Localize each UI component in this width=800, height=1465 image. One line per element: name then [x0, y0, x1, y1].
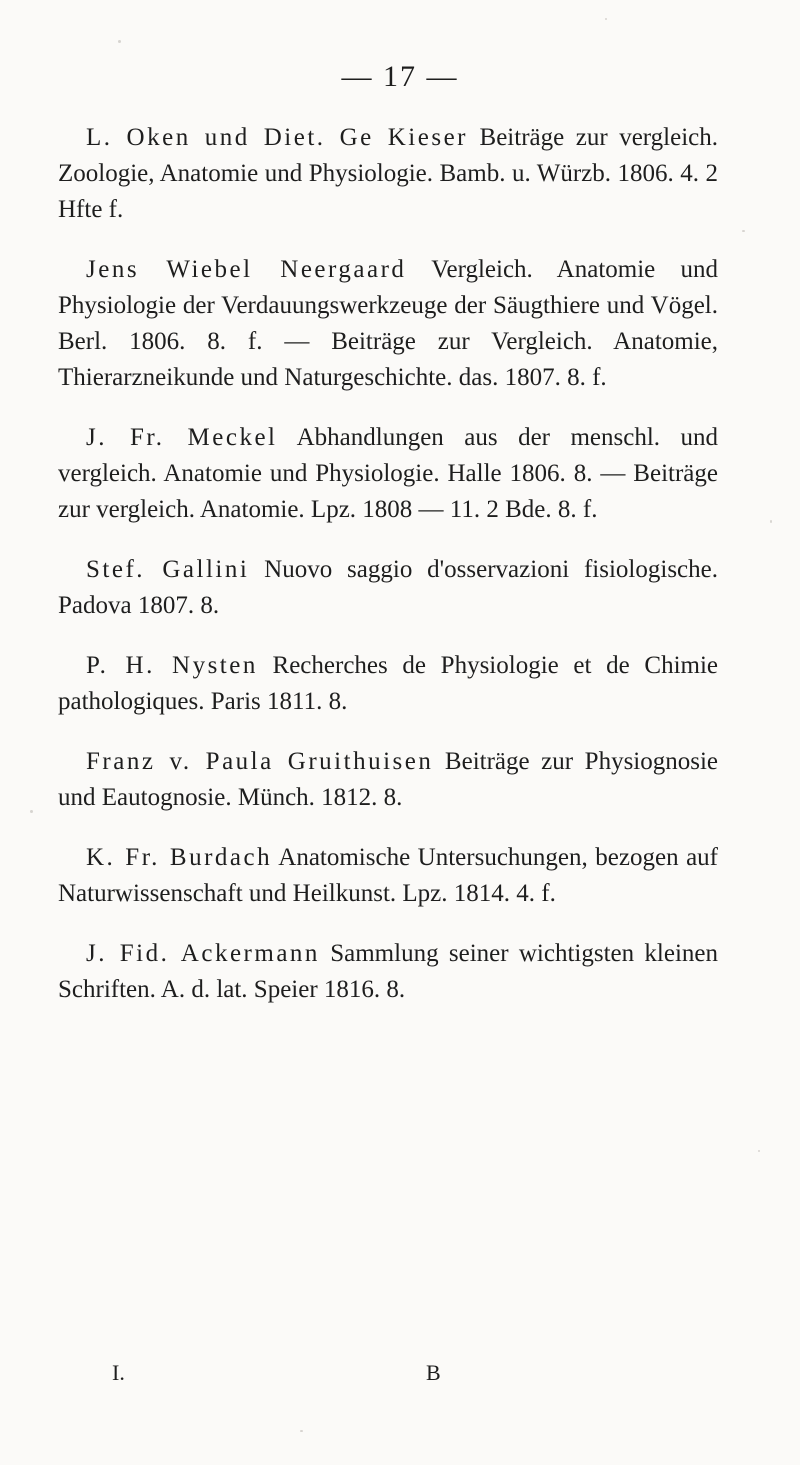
page-footer — [0, 1360, 800, 1400]
bibliography-entry — [58, 840, 718, 912]
bibliography-entry — [58, 252, 718, 396]
entry-author: P. H. Nysten — [86, 652, 258, 679]
paper-speck — [300, 1430, 303, 1432]
entry-text: Beiträge zur vergleich. Zoologie, Anatomie und Physiologie. Bamb. u. Würzb. 1806. 4. 2 Hfte f. — [58, 124, 718, 223]
entry-text: Beiträge zur Physiognosie und Eautognosie. Münch. 1812. 8. — [58, 748, 719, 811]
entry-text: Sammlung seiner wichtigsten kleinen Schriften. A. d. lat. Speier 1816. 8. — [58, 940, 719, 1003]
entry-text: Nuovo saggio d'osservazioni fisiologische. Padova 1807. 8. — [58, 556, 718, 619]
entry-author: L. Oken und Diet. Ge Kieser — [86, 124, 468, 151]
bibliography-entry — [58, 936, 718, 1008]
entry-author: K. Fr. Burdach — [86, 844, 273, 871]
paper-speck — [758, 1150, 760, 1152]
entry-author: Jens Wiebel Neergaard — [86, 256, 407, 283]
paper-speck — [605, 18, 607, 20]
paper-speck — [742, 230, 745, 232]
entry-author: Franz v. Paula Gruithuisen — [86, 748, 434, 775]
entry-text: Abhandlungen aus der menschl. und vergleich. Anatomie und Physiologie. Halle 1806. 8. — Beiträge zur vergleich. Anatomie. Lpz. 1808 — 11. 2 Bde. 8. f. — [58, 424, 719, 523]
bibliography-entry — [58, 648, 718, 720]
signature-mark: B — [426, 1360, 441, 1385]
paper-speck — [118, 40, 121, 43]
entry-author: Stef. Gallini — [86, 556, 250, 583]
page-number: — 17 — — [341, 60, 459, 93]
entry-author: J. Fr. Meckel — [86, 424, 278, 451]
bibliography-entry — [58, 744, 718, 816]
volume-mark: I. — [112, 1360, 125, 1385]
bibliography-list — [58, 120, 718, 1032]
entry-author: J. Fid. Ackermann — [86, 940, 320, 967]
paper-speck — [30, 810, 33, 813]
entry-text: Recherches de Physiologie et de Chimie pathologiques. Paris 1811. 8. — [58, 652, 718, 715]
bibliography-entry — [58, 120, 718, 228]
entry-text: Vergleich. Anatomie und Physiologie der Verdauungswerkzeuge der Säugthiere und Vögel. Berl. 1806. 8. f. — Beiträge zur Vergleich. Anatomie, Thierarzneikunde und Naturgeschichte. das. 1807. 8. f. — [58, 256, 718, 391]
bibliography-entry — [58, 420, 718, 528]
paper-speck — [770, 520, 772, 523]
bibliography-entry — [58, 552, 718, 624]
entry-text: Anatomische Untersuchungen, bezogen auf Naturwissenschaft und Heilkunst. Lpz. 1814. 4. f. — [58, 844, 719, 907]
